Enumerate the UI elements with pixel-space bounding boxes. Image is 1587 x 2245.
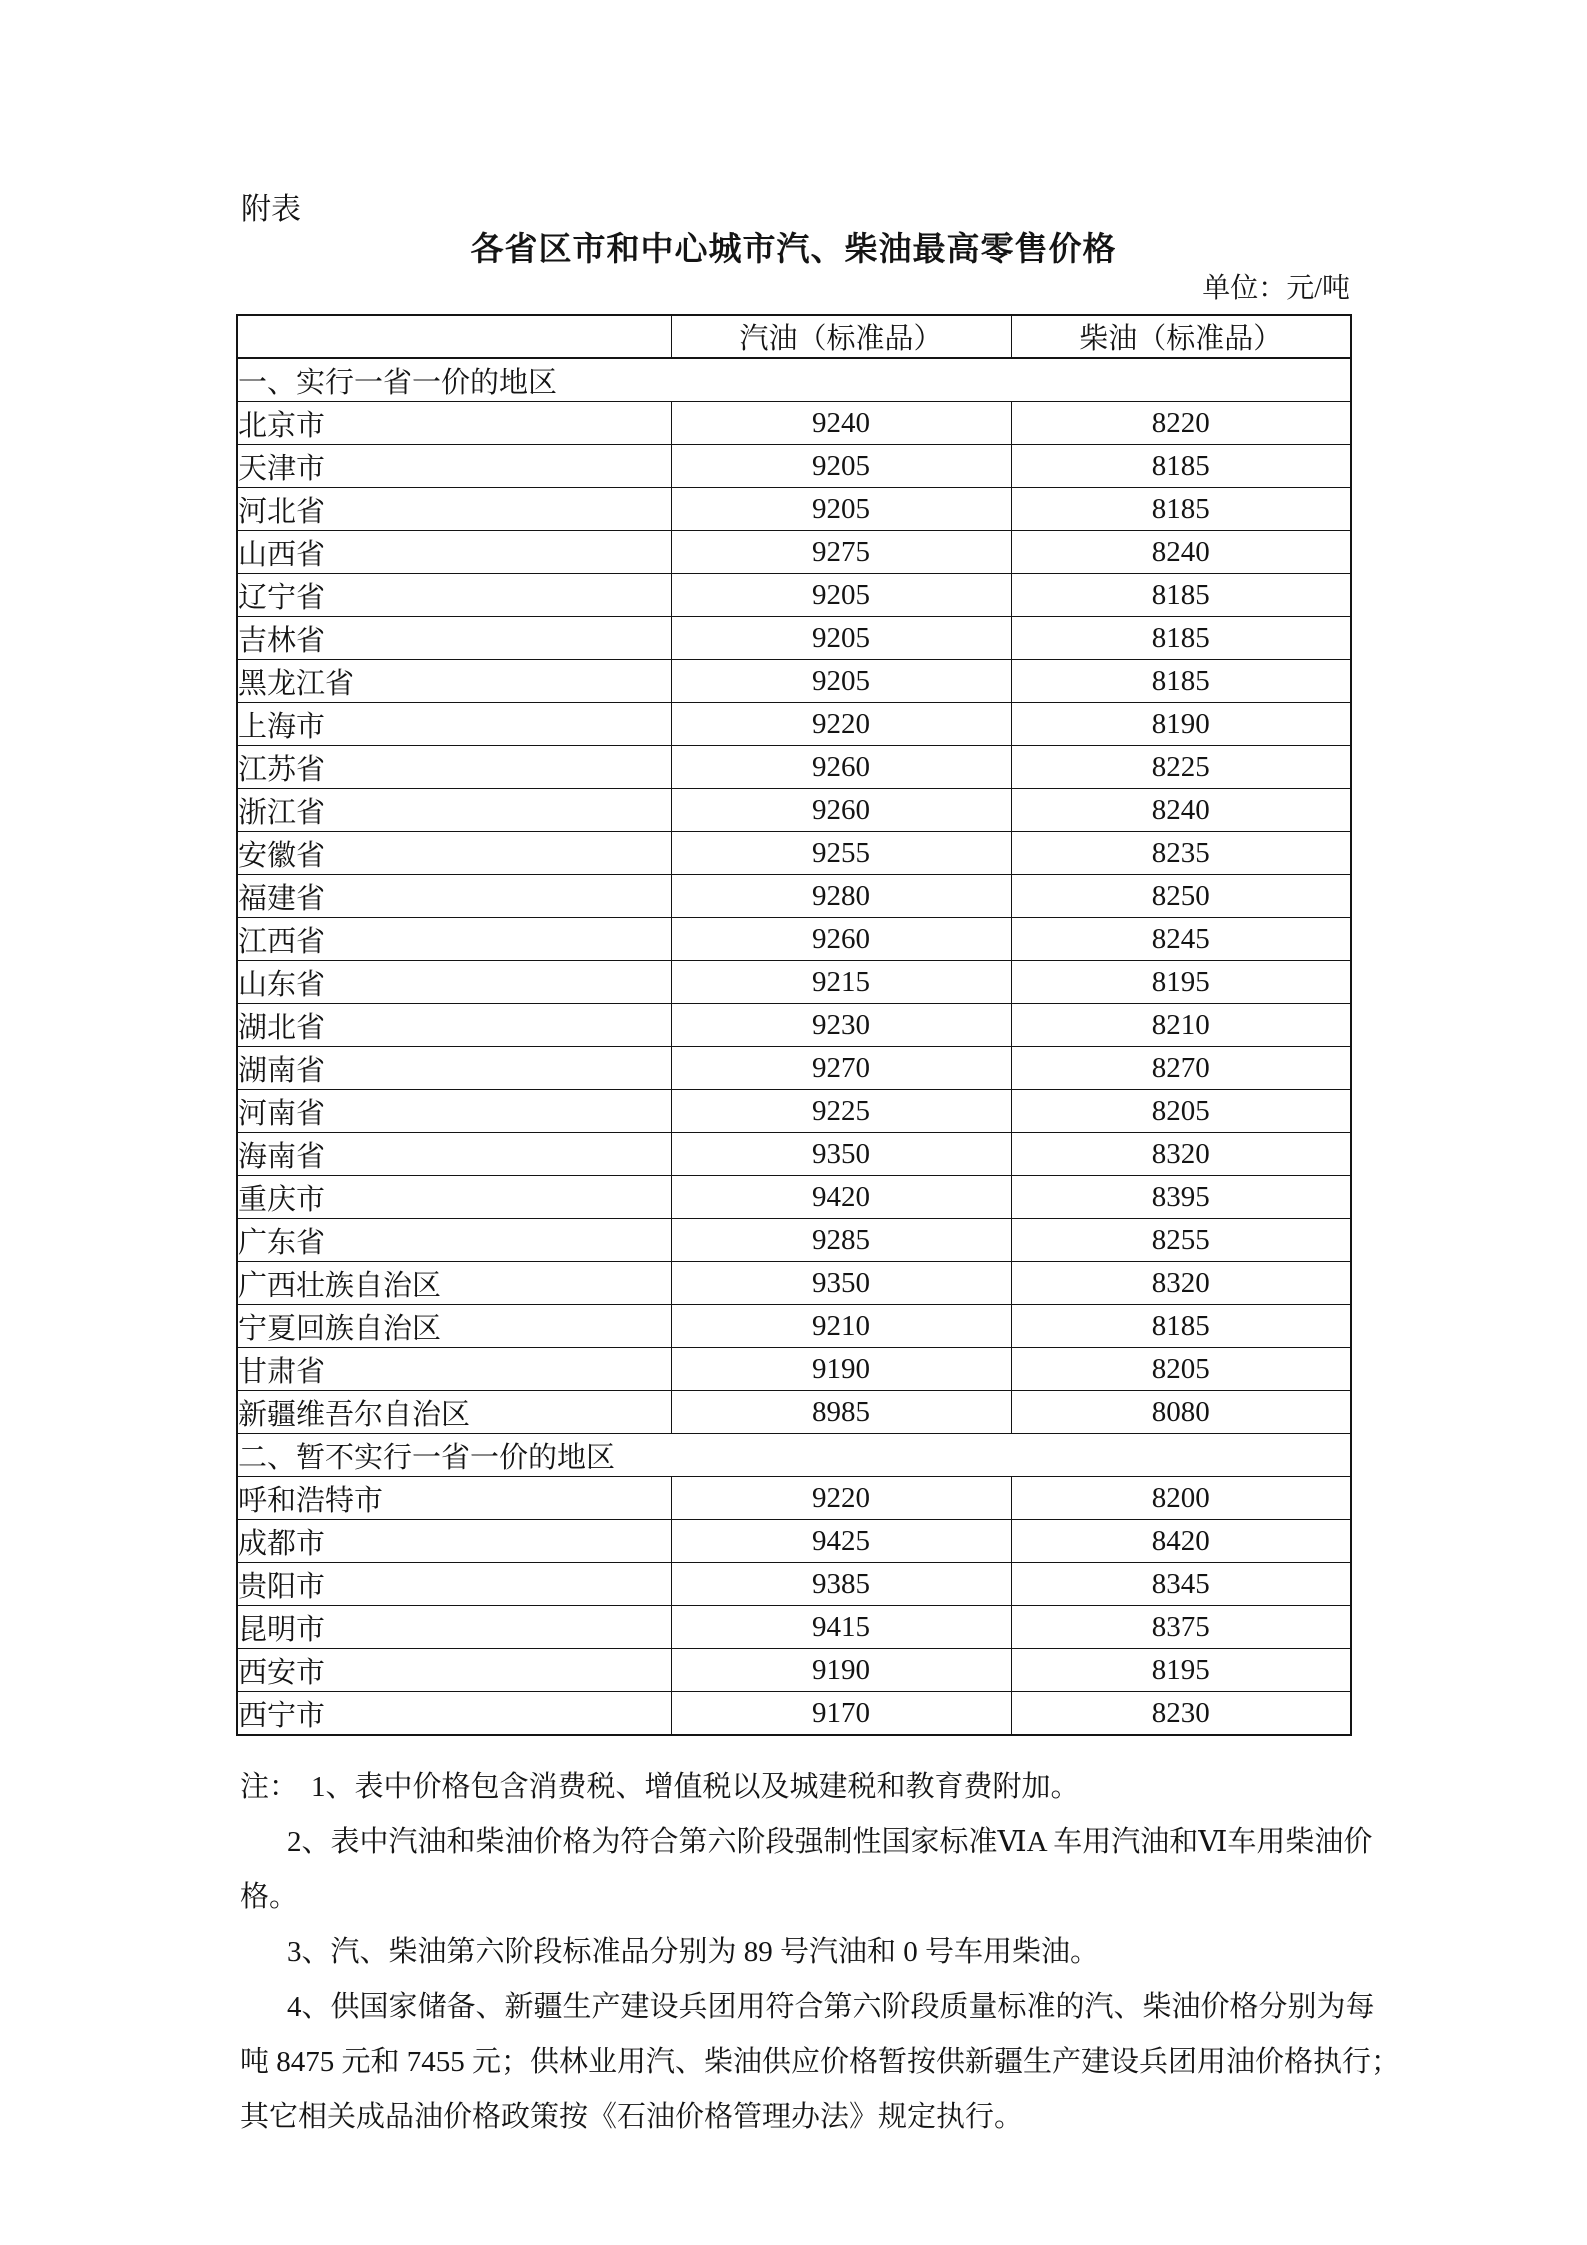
note-text: 1、表中价格包含消费税、增值税以及城建税和教育费附加。 (311, 1771, 1080, 1803)
table-row (237, 1606, 1351, 1649)
section-label: 一、实行一省一价的地区 (237, 358, 1351, 402)
table-row (237, 875, 1351, 918)
diesel-cell: 8250 (1011, 875, 1351, 918)
table-row (237, 1348, 1351, 1391)
gasoline-cell: 9350 (671, 1262, 1011, 1305)
gasoline-cell: 9190 (671, 1348, 1011, 1391)
diesel-cell: 8205 (1011, 1348, 1351, 1391)
region-cell: 湖北省 (237, 1004, 671, 1047)
region-cell: 上海市 (237, 703, 671, 746)
diesel-cell: 8195 (1011, 961, 1351, 1004)
diesel-cell: 8225 (1011, 746, 1351, 789)
diesel-column-header: 柴油（标准品） (1011, 315, 1351, 358)
gasoline-cell: 9220 (671, 1477, 1011, 1520)
table-header-row (237, 315, 1351, 358)
gasoline-cell: 9260 (671, 746, 1011, 789)
region-cell: 广西壮族自治区 (237, 1262, 671, 1305)
diesel-cell: 8185 (1011, 660, 1351, 703)
table-row (237, 445, 1351, 488)
diesel-cell: 8270 (1011, 1047, 1351, 1090)
table-row (237, 1305, 1351, 1348)
diesel-cell: 8345 (1011, 1563, 1351, 1606)
price-table-body (237, 358, 1351, 1735)
region-cell: 江西省 (237, 918, 671, 961)
note-line: 3、汽、柴油第六阶段标准品分别为 89 号汽油和 0 号车用柴油。 (287, 1936, 1100, 1968)
gasoline-cell: 9240 (671, 402, 1011, 445)
region-cell: 成都市 (237, 1520, 671, 1563)
region-cell: 贵阳市 (237, 1563, 671, 1606)
table-row (237, 1047, 1351, 1090)
gasoline-cell: 9415 (671, 1606, 1011, 1649)
region-cell: 河北省 (237, 488, 671, 531)
gasoline-cell: 9420 (671, 1176, 1011, 1219)
gasoline-cell: 9205 (671, 660, 1011, 703)
region-cell: 湖南省 (237, 1047, 671, 1090)
gasoline-cell: 9215 (671, 961, 1011, 1004)
region-cell: 西宁市 (237, 1692, 671, 1736)
note-line: 吨 8475 元和 7455 元；供林业用汽、柴油供应价格暂按供新疆生产建设兵团用油价格执行； (240, 2046, 1401, 2078)
region-cell: 宁夏回族自治区 (237, 1305, 671, 1348)
diesel-cell: 8320 (1011, 1133, 1351, 1176)
region-cell: 北京市 (237, 402, 671, 445)
table-row (237, 789, 1351, 832)
diesel-cell: 8395 (1011, 1176, 1351, 1219)
region-cell: 辽宁省 (237, 574, 671, 617)
diesel-cell: 8220 (1011, 402, 1351, 445)
diesel-cell: 8240 (1011, 531, 1351, 574)
gasoline-cell: 9350 (671, 1133, 1011, 1176)
table-row (237, 1176, 1351, 1219)
region-cell: 西安市 (237, 1649, 671, 1692)
gasoline-cell: 9260 (671, 789, 1011, 832)
table-row (237, 832, 1351, 875)
table-row (237, 660, 1351, 703)
page-title: 各省区市和中心城市汽、柴油最高零售价格 (470, 230, 1117, 267)
gasoline-cell: 9205 (671, 617, 1011, 660)
diesel-cell: 8185 (1011, 1305, 1351, 1348)
table-row (237, 746, 1351, 789)
table-row (237, 531, 1351, 574)
gasoline-cell: 9205 (671, 574, 1011, 617)
table-row (237, 1692, 1351, 1736)
notes-label: 注： (240, 1771, 299, 1803)
gasoline-cell: 9385 (671, 1563, 1011, 1606)
notes (240, 1760, 1401, 2145)
table-row (237, 703, 1351, 746)
diesel-cell: 8195 (1011, 1649, 1351, 1692)
gasoline-cell: 9220 (671, 703, 1011, 746)
table-row (237, 1391, 1351, 1434)
table-row (237, 402, 1351, 445)
section-row (237, 1434, 1351, 1477)
gasoline-cell: 8985 (671, 1391, 1011, 1434)
region-cell: 浙江省 (237, 789, 671, 832)
region-cell: 广东省 (237, 1219, 671, 1262)
gasoline-cell: 9285 (671, 1219, 1011, 1262)
section-label: 二、暂不实行一省一价的地区 (237, 1434, 1351, 1477)
gasoline-cell: 9255 (671, 832, 1011, 875)
diesel-cell: 8420 (1011, 1520, 1351, 1563)
table-row (237, 488, 1351, 531)
diesel-cell: 8185 (1011, 488, 1351, 531)
section-row (237, 358, 1351, 402)
table-row (237, 1004, 1351, 1047)
region-cell: 福建省 (237, 875, 671, 918)
region-cell: 河南省 (237, 1090, 671, 1133)
gasoline-cell: 9275 (671, 531, 1011, 574)
diesel-cell: 8245 (1011, 918, 1351, 961)
gasoline-cell: 9225 (671, 1090, 1011, 1133)
note-line: 2、表中汽油和柴油价格为符合第六阶段强制性国家标准ⅥA 车用汽油和Ⅵ车用柴油价 (287, 1826, 1373, 1858)
region-cell: 江苏省 (237, 746, 671, 789)
note-line: 其它相关成品油价格政策按《石油价格管理办法》规定执行。 (240, 2101, 1024, 2133)
region-cell: 吉林省 (237, 617, 671, 660)
diesel-cell: 8255 (1011, 1219, 1351, 1262)
diesel-cell: 8210 (1011, 1004, 1351, 1047)
diesel-cell: 8320 (1011, 1262, 1351, 1305)
region-cell: 新疆维吾尔自治区 (237, 1391, 671, 1434)
table-row (237, 1477, 1351, 1520)
diesel-cell: 8200 (1011, 1477, 1351, 1520)
region-cell: 昆明市 (237, 1606, 671, 1649)
diesel-cell: 8375 (1011, 1606, 1351, 1649)
table-row (237, 1520, 1351, 1563)
gasoline-cell: 9190 (671, 1649, 1011, 1692)
region-cell: 天津市 (237, 445, 671, 488)
gasoline-cell: 9230 (671, 1004, 1011, 1047)
table-row (237, 1649, 1351, 1692)
region-cell: 重庆市 (237, 1176, 671, 1219)
table-row (237, 1563, 1351, 1606)
price-table (236, 314, 1352, 1736)
diesel-cell: 8185 (1011, 445, 1351, 488)
table-row (237, 617, 1351, 660)
region-cell: 山西省 (237, 531, 671, 574)
note-line: 4、供国家储备、新疆生产建设兵团用符合第六阶段质量标准的汽、柴油价格分别为每 (287, 1991, 1375, 2023)
gasoline-cell: 9260 (671, 918, 1011, 961)
diesel-cell: 8205 (1011, 1090, 1351, 1133)
note-line (240, 1760, 1360, 1815)
gasoline-cell: 9170 (671, 1692, 1011, 1736)
diesel-cell: 8230 (1011, 1692, 1351, 1736)
gasoline-cell: 9210 (671, 1305, 1011, 1348)
table-row (237, 918, 1351, 961)
region-column-header (237, 315, 671, 358)
table-row (237, 961, 1351, 1004)
gasoline-cell: 9425 (671, 1520, 1011, 1563)
note-line: 格。 (240, 1881, 299, 1913)
region-cell: 呼和浩特市 (237, 1477, 671, 1520)
gasoline-cell: 9280 (671, 875, 1011, 918)
table-row (237, 1219, 1351, 1262)
gasoline-column-header: 汽油（标准品） (671, 315, 1011, 358)
diesel-cell: 8235 (1011, 832, 1351, 875)
diesel-cell: 8240 (1011, 789, 1351, 832)
diesel-cell: 8185 (1011, 574, 1351, 617)
diesel-cell: 8185 (1011, 617, 1351, 660)
region-cell: 甘肃省 (237, 1348, 671, 1391)
region-cell: 山东省 (237, 961, 671, 1004)
region-cell: 黑龙江省 (237, 660, 671, 703)
region-cell: 海南省 (237, 1133, 671, 1176)
table-row (237, 1133, 1351, 1176)
gasoline-cell: 9205 (671, 445, 1011, 488)
diesel-cell: 8080 (1011, 1391, 1351, 1434)
gasoline-cell: 9205 (671, 488, 1011, 531)
unit-label: 单位：元/吨 (1202, 273, 1350, 304)
region-cell: 安徽省 (237, 832, 671, 875)
doc-label: 附表 (241, 193, 301, 226)
diesel-cell: 8190 (1011, 703, 1351, 746)
table-row (237, 574, 1351, 617)
table-row (237, 1090, 1351, 1133)
gasoline-cell: 9270 (671, 1047, 1011, 1090)
table-row (237, 1262, 1351, 1305)
